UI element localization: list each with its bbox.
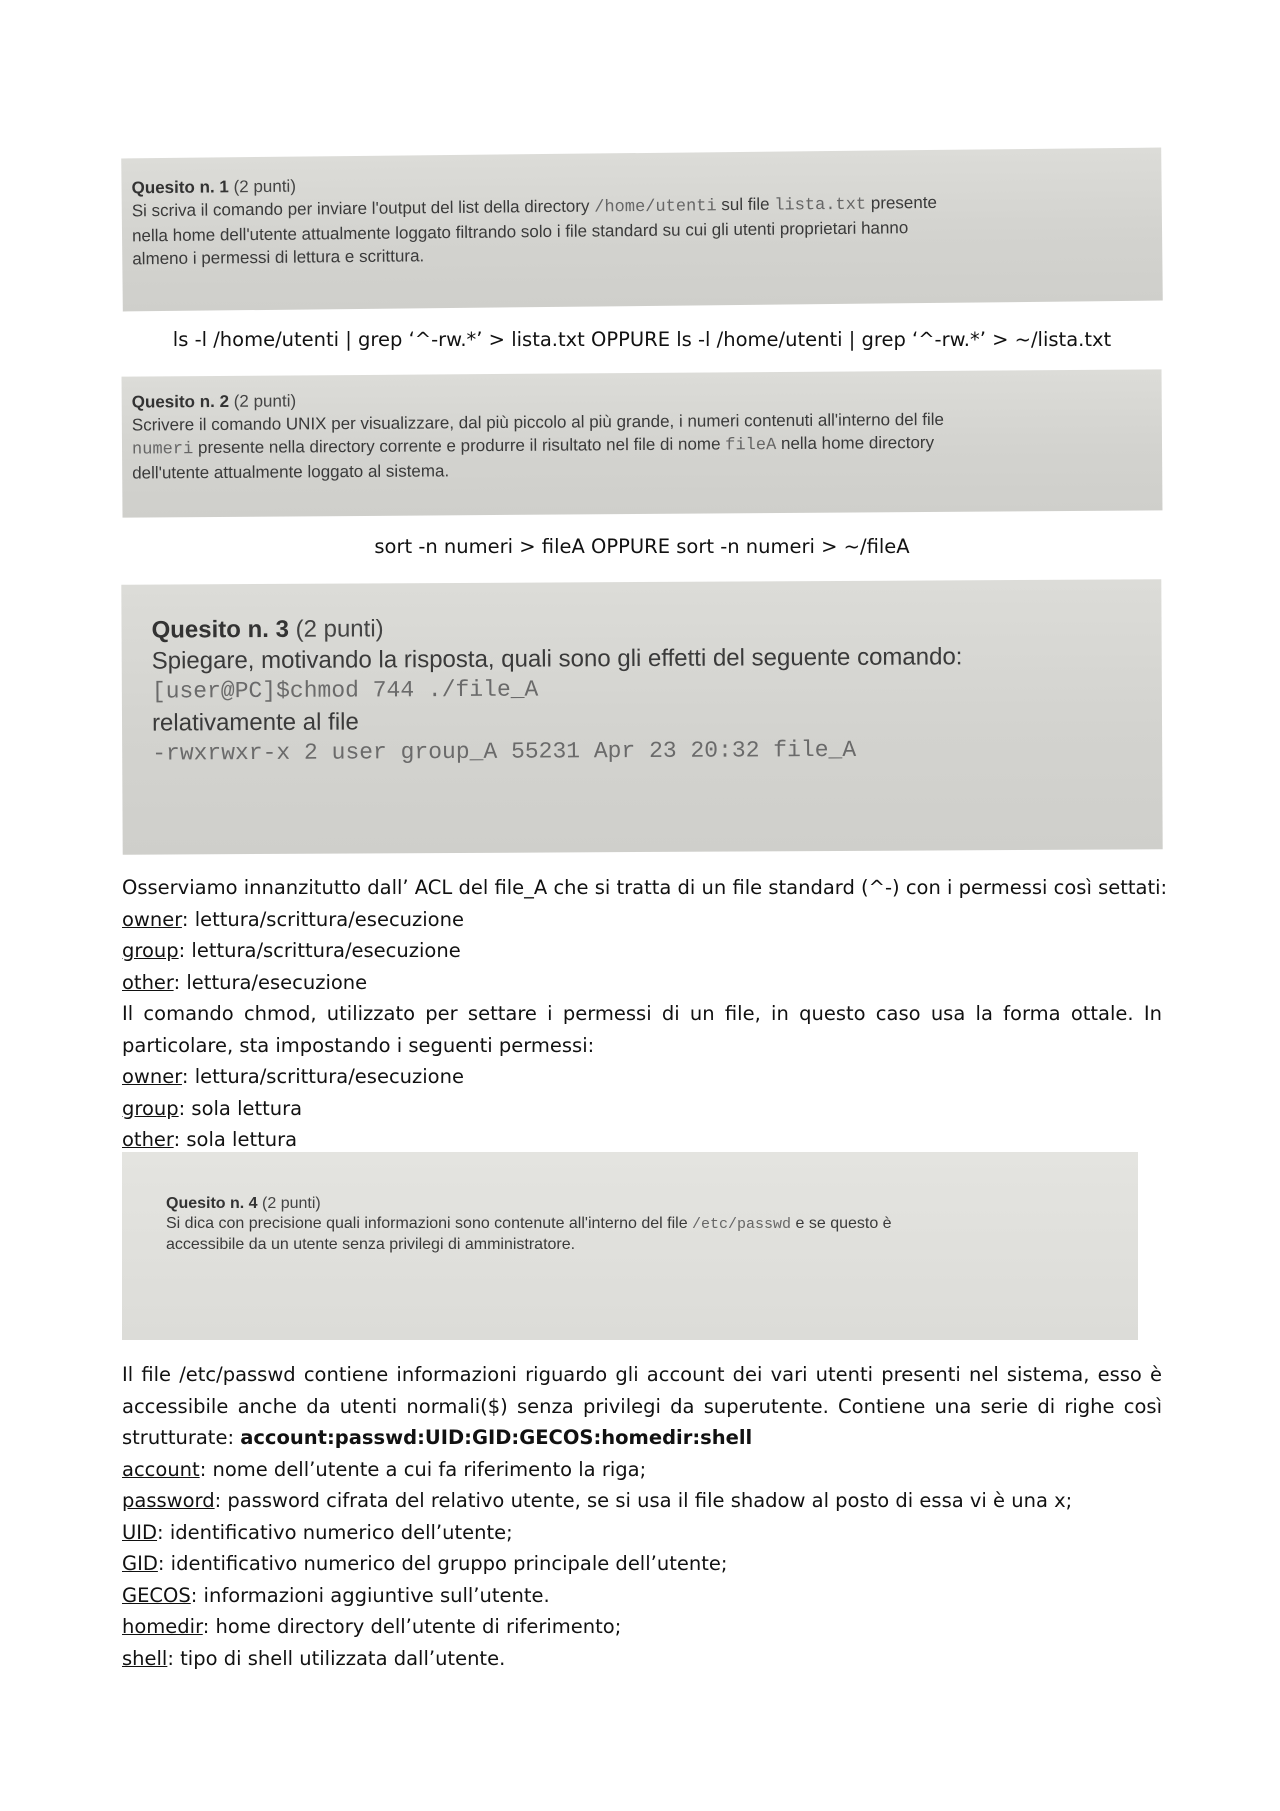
field-row — [122, 1580, 1162, 1612]
question-text: presente — [865, 192, 938, 213]
question-points: (2 punti) — [233, 176, 297, 197]
question-text: e se questo è — [791, 1215, 892, 1232]
permission-value: : sola lettura — [178, 1096, 303, 1120]
answer-4 — [122, 1359, 1162, 1674]
answer-1: ls -l /home/utenti | grep ‘^-rw.*’ > lista.txt OPPURE ls -l /home/utenti | grep ‘^-rw.*’ > ~/lista.txt — [172, 328, 1112, 351]
question-title: Quesito n. 1 — [131, 177, 229, 198]
question-points: (2 punti) — [295, 615, 384, 643]
passwd-paragraph: Il file /etc/passwd contiene informazioni riguardo gli account dei vari utenti presenti nel sistema, esso è accessibile anche da utenti normali($) senza privilegi da superutente. Contiene una serie di righe così strutturate: — [122, 1363, 1162, 1449]
question-2-line: dell'utente attualmente loggato al sistema. — [132, 461, 450, 483]
field-label: account — [122, 1457, 200, 1481]
field-label: shell — [122, 1646, 168, 1670]
answer-3-intro: Osserviamo innanzitutto dall’ ACL del file_A che si tratta di un file standard (^-) con i permessi così settati: — [122, 876, 1168, 899]
question-text: Si dica con precisione quali informazioni sono contenute all'interno del file — [166, 1215, 693, 1232]
field-value: : tipo di shell utilizzata dall’utente. — [167, 1646, 506, 1670]
file-listing: -rwxrwxr-x 2 user group_A 55231 Apr 23 20:32 file_A — [152, 736, 857, 767]
permission-row — [122, 1124, 1162, 1156]
question-4-line — [166, 1214, 1094, 1235]
field-value: : password cifrata del relativo utente, se si usa il file shadow al posto di essa vi è una x; — [214, 1489, 1073, 1512]
permission-row — [122, 904, 1162, 936]
code-filename: numeri — [131, 440, 194, 460]
field-label: GID — [122, 1552, 158, 1575]
field-row — [122, 1643, 1162, 1675]
code-path: /home/utenti — [594, 197, 717, 218]
question-4-line: accessibile da un utente senza privilegi di amministratore. — [166, 1236, 576, 1253]
permission-label: other — [122, 1128, 174, 1151]
field-value: : informazioni aggiuntive sull’utente. — [190, 1583, 550, 1607]
permission-label: owner — [122, 1065, 182, 1088]
field-value: : nome dell’utente a cui fa riferimento la riga; — [199, 1457, 647, 1481]
chmod-explanation: Il comando chmod, utilizzato per settare i permessi di un file, in questo caso usa la forma ottale. In particolare, sta impostando i seguenti permessi: — [122, 1002, 1162, 1057]
field-value: : home directory dell’utente di riferimento; — [202, 1615, 622, 1638]
code-path: /etc/passwd — [692, 1216, 792, 1233]
field-row — [122, 1517, 1162, 1549]
field-label: GECOS — [122, 1583, 191, 1607]
question-points: (2 punti) — [262, 1195, 321, 1212]
passwd-description — [122, 1359, 1162, 1454]
field-row — [122, 1485, 1162, 1517]
question-1-photo — [121, 148, 1163, 312]
permission-value: : lettura/esecuzione — [173, 970, 368, 994]
question-1-line: nella home dell'utente attualmente loggato filtrando solo i file standard su cui gli utenti proprietari hanno — [131, 218, 909, 246]
field-row — [122, 1454, 1162, 1486]
permission-label: group — [122, 1096, 179, 1120]
question-3-photo — [121, 579, 1162, 854]
permission-row — [122, 1061, 1162, 1093]
permission-row — [122, 1093, 1162, 1125]
question-2-photo — [122, 369, 1163, 517]
question-3-line: Spiegare, motivando la risposta, quali sono gli effetti del seguente comando: — [151, 643, 963, 675]
command-line: [user@PC]$chmod 744 ./file_A — [151, 676, 539, 705]
permission-value: : lettura/scrittura/esecuzione — [178, 939, 461, 962]
question-title: Quesito n. 3 — [151, 615, 289, 644]
question-text: sul file — [716, 194, 775, 215]
permission-row — [122, 935, 1162, 967]
question-4-heading — [166, 1194, 1094, 1214]
field-row — [122, 1548, 1162, 1580]
question-1-line: almeno i permessi di lettura e scrittura. — [132, 246, 425, 269]
permission-value: : sola lettura — [173, 1128, 298, 1151]
field-label: UID — [122, 1520, 158, 1544]
permission-label: owner — [122, 907, 182, 931]
question-text: presente nella directory corrente e produrre il risultato nel file di nome — [193, 434, 726, 458]
answer-2: sort -n numeri > fileA OPPURE sort -n numeri > ~/fileA — [374, 535, 910, 558]
permission-value: : lettura/scrittura/esecuzione — [181, 907, 464, 931]
field-label: password — [122, 1489, 215, 1512]
question-title: Quesito n. 4 — [166, 1195, 258, 1212]
field-value: : identificativo numerico dell’utente; — [157, 1520, 513, 1544]
question-4-photo — [122, 1152, 1138, 1340]
question-points: (2 punti) — [233, 391, 297, 411]
question-3-line: relativamente al file — [151, 708, 359, 737]
question-3-heading — [151, 609, 1131, 645]
code-filename: fileA — [725, 436, 777, 456]
question-text: nella home directory — [776, 432, 935, 454]
code-filename: lista.txt — [774, 195, 867, 216]
permission-label: other — [122, 970, 174, 994]
permission-label: group — [122, 939, 179, 962]
question-text: Si scriva il comando per inviare l'output del list della directory — [131, 196, 595, 221]
question-2-line: Scrivere il comando UNIX per visualizzare, dal più piccolo al più grande, i numeri contenuti all'interno del file — [131, 409, 945, 435]
field-label: homedir — [122, 1615, 203, 1638]
passwd-format: account:passwd:UID:GID:GECOS:homedir:shell — [240, 1426, 753, 1449]
permission-row — [122, 967, 1162, 999]
field-value: : identificativo numerico del gruppo principale dell’utente; — [157, 1552, 728, 1575]
field-row — [122, 1611, 1162, 1643]
question-title: Quesito n. 2 — [131, 391, 230, 412]
answer-3 — [122, 872, 1168, 1156]
permission-value: : lettura/scrittura/esecuzione — [181, 1065, 464, 1088]
